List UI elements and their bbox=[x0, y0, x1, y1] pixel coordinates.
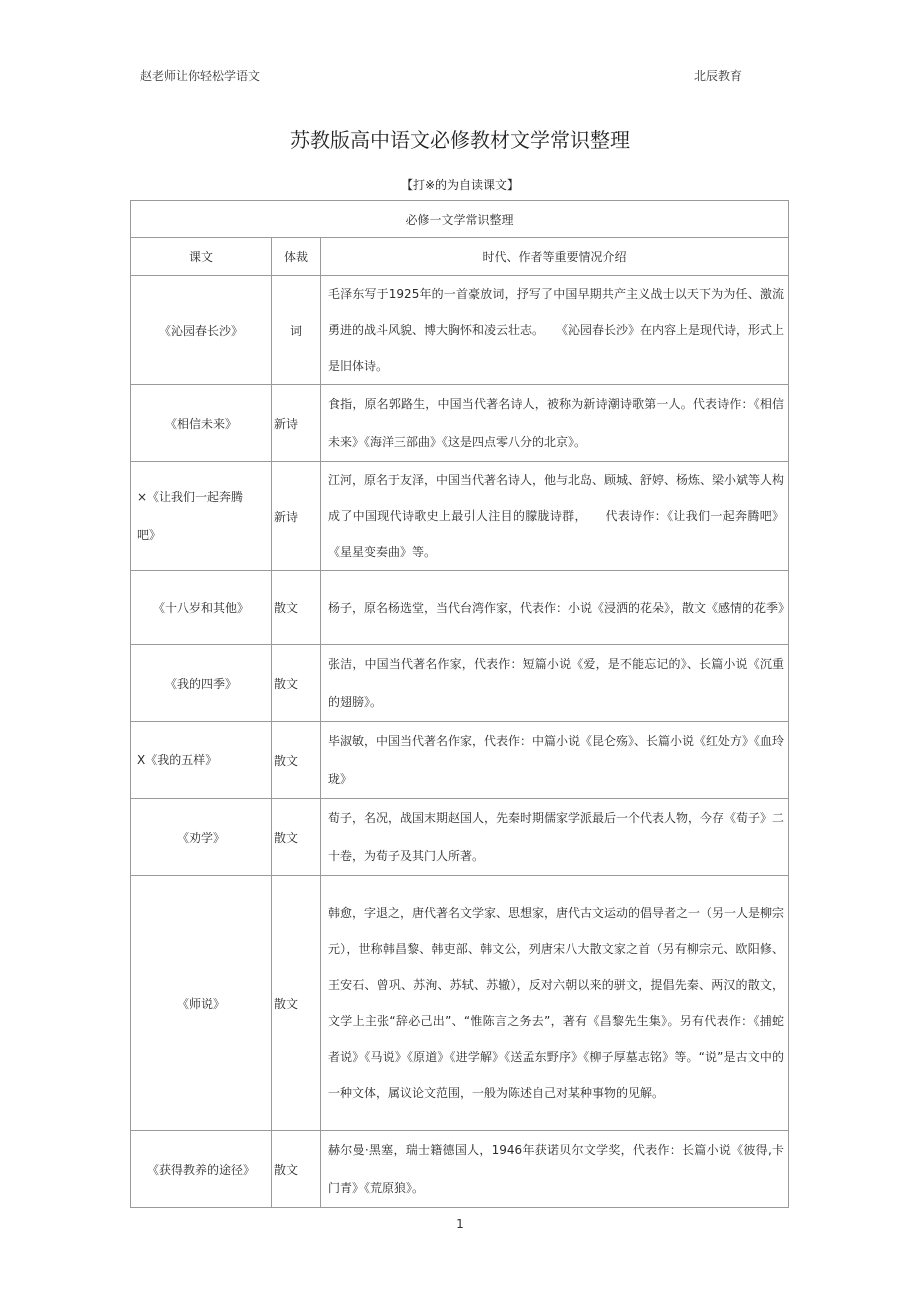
literature-table bbox=[130, 200, 789, 1208]
table-row bbox=[131, 276, 789, 385]
header-right: 北辰教育 bbox=[693, 69, 742, 83]
row-title: 《师说》 bbox=[131, 876, 272, 1131]
table-row bbox=[131, 799, 789, 876]
row-title bbox=[131, 462, 272, 571]
row-desc: 荀子，名况，战国末期赵国人，先秦时期儒家学派最后一个代表人物，今存《荀子》二十卷，为荀子及其门人所著。 bbox=[321, 799, 789, 876]
row-desc: 食指，原名郭路生，中国当代著名诗人，被称为新诗潮诗歌第一人。代表诗作：《相信未来》《海洋三部曲》《这是四点零八分的北京》。 bbox=[321, 385, 789, 462]
col-header-genre: 体裁 bbox=[272, 238, 321, 276]
row-title: 《劝学》 bbox=[131, 799, 272, 876]
row-genre: 散文 bbox=[272, 722, 321, 799]
table-row bbox=[131, 645, 789, 722]
page-number: 1 bbox=[456, 1217, 464, 1231]
row-genre: 散文 bbox=[272, 571, 321, 645]
row-genre: 散文 bbox=[272, 645, 321, 722]
row-title: 《十八岁和其他》 bbox=[131, 571, 272, 645]
row-genre: 散文 bbox=[272, 1131, 321, 1208]
table-row bbox=[131, 876, 789, 1131]
table-caption-row bbox=[131, 201, 789, 238]
page-subtitle: 【打※的为自读课文】 bbox=[400, 178, 520, 192]
row-desc: 杨子，原名杨选堂，当代台湾作家，代表作：小说《浸洒的花朵》，散文《感情的花季》 bbox=[321, 571, 789, 645]
row-title bbox=[131, 722, 272, 799]
table-row bbox=[131, 385, 789, 462]
table-caption: 必修一文学常识整理 bbox=[131, 201, 789, 238]
row-desc: 毛泽东写于1925年的一首豪放词，抒写了中国早期共产主义战士以天下为为任、激流勇进的战斗风貌、博大胸怀和凌云壮志。 《沁园春长沙》在内容上是现代诗，形式上是旧体诗。 bbox=[321, 276, 789, 385]
row-desc: 毕淑敏，中国当代著名作家，代表作：中篇小说《昆仑殇》、长篇小说《红处方》《血玲珑》 bbox=[321, 722, 789, 799]
row-title-line1: ×《让我们一起奔腾 bbox=[137, 490, 244, 504]
table-row bbox=[131, 462, 789, 571]
col-header-title: 课文 bbox=[131, 238, 272, 276]
row-genre: 散文 bbox=[272, 876, 321, 1131]
row-desc: 赫尔曼·黑塞，瑞士籍德国人，1946年获诺贝尔文学奖，代表作：长篇小说《彼得,卡门青》《荒原狼》。 bbox=[321, 1131, 789, 1208]
table-row bbox=[131, 1131, 789, 1208]
row-desc: 韩愈，字退之，唐代著名文学家、思想家，唐代古文运动的倡导者之一（另一人是柳宗元），世称韩昌黎、韩吏部、韩文公，列唐宋八大散文家之首（另有柳宗元、欧阳修、王安石、曾巩、苏洵、苏轼、苏辙），反对六朝以来的骈文，提倡先秦、两汉的散文，文学上主张“辞必己出”、“惟陈言之务去”，著有《昌黎先生集》。另有代表作：《捕蛇者说》《马说》《原道》《进学解》《送孟东野序》《柳子厚墓志铭》等。“说”是古文中的一种文体，属议论文范围，一般为陈述自己对某种事物的见解。 bbox=[321, 876, 789, 1131]
row-title: 《我的四季》 bbox=[131, 645, 272, 722]
table-row bbox=[131, 571, 789, 645]
row-title: 《相信未来》 bbox=[131, 385, 272, 462]
page-title: 苏教版高中语文必修教材文学常识整理 bbox=[290, 128, 630, 152]
row-title-line2: 吧》 bbox=[137, 528, 162, 542]
row-title: 《获得教养的途径》 bbox=[131, 1131, 272, 1208]
row-genre: 新诗 bbox=[272, 462, 321, 571]
row-genre: 词 bbox=[272, 276, 321, 385]
table-header-row bbox=[131, 238, 789, 276]
row-title: 《沁园春长沙》 bbox=[131, 276, 272, 385]
row-desc: 江河，原名于友泽，中国当代著名诗人，他与北岛、顾城、舒婷、杨炼、梁小斌等人构成了中国现代诗歌史上最引人注目的朦胧诗群， 代表诗作：《让我们一起奔腾吧》《星星变奏曲》等。 bbox=[321, 462, 789, 571]
row-desc: 张洁，中国当代著名作家，代表作：短篇小说《爱，是不能忘记的》、长篇小说《沉重的翅膀》。 bbox=[321, 645, 789, 722]
row-genre: 散文 bbox=[272, 799, 321, 876]
row-genre: 新诗 bbox=[272, 385, 321, 462]
table-row bbox=[131, 722, 789, 799]
header-left: 赵老师让你轻松学语文 bbox=[140, 69, 261, 83]
col-header-desc: 时代、作者等重要情况介绍 bbox=[321, 238, 789, 276]
row-title-text: X《我的五样》 bbox=[137, 753, 218, 767]
